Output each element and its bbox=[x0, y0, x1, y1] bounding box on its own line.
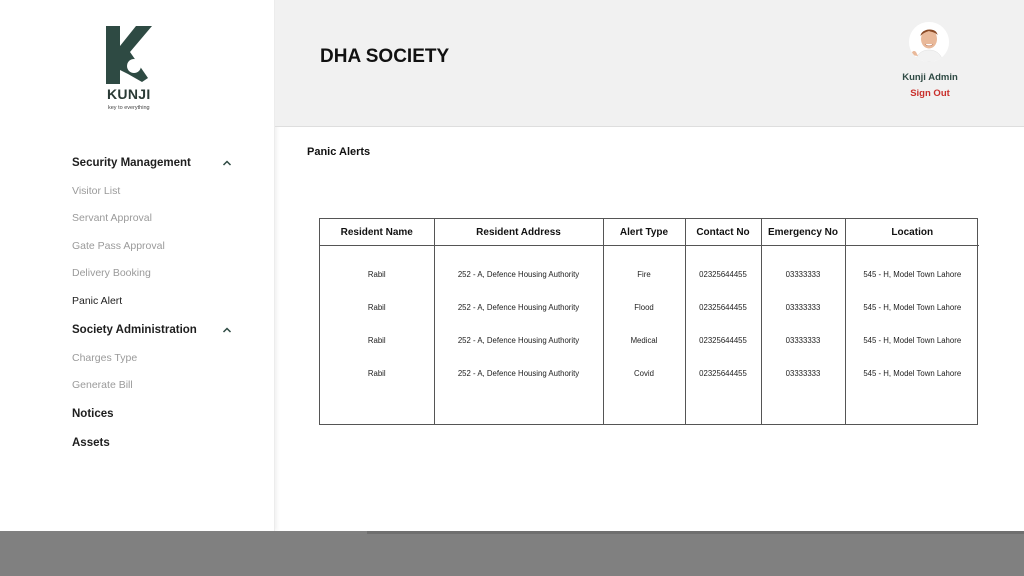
sidebar-item-gate-pass-approval[interactable]: Gate Pass Approval bbox=[72, 240, 165, 252]
sidebar-item-visitor-list[interactable]: Visitor List bbox=[72, 185, 121, 197]
cell-alert-type: Covid bbox=[603, 357, 685, 390]
sidebar-item-charges-type[interactable]: Charges Type bbox=[72, 352, 138, 364]
sidebar-section-label: Society Administration bbox=[72, 324, 197, 336]
cell-contact-no: 02325644455 bbox=[685, 246, 761, 292]
sidebar-item-generate-bill[interactable]: Generate Bill bbox=[72, 379, 133, 391]
cell-resident-address: 252 - A, Defence Housing Authority bbox=[434, 291, 603, 324]
empty-cell bbox=[603, 390, 685, 424]
cell-resident-address: 252 - A, Defence Housing Authority bbox=[434, 246, 603, 292]
cell-contact-no: 02325644455 bbox=[685, 324, 761, 357]
empty-cell bbox=[320, 390, 434, 424]
sidebar-item-delivery-booking[interactable]: Delivery Booking bbox=[72, 267, 151, 279]
column-header-contact-no[interactable]: Contact No bbox=[685, 219, 761, 246]
cell-contact-no: 02325644455 bbox=[685, 357, 761, 390]
cell-emergency-no: 03333333 bbox=[761, 291, 845, 324]
avatar[interactable] bbox=[909, 22, 949, 62]
table-header-row bbox=[320, 219, 979, 246]
bottom-bar-divider bbox=[367, 531, 1024, 534]
cell-contact-no: 02325644455 bbox=[685, 291, 761, 324]
cell-resident-address: 252 - A, Defence Housing Authority bbox=[434, 324, 603, 357]
cell-alert-type: Medical bbox=[603, 324, 685, 357]
cell-alert-type: Flood bbox=[603, 291, 685, 324]
table-row[interactable] bbox=[320, 291, 979, 324]
cell-location: 545 - H, Model Town Lahore bbox=[863, 369, 962, 378]
cell-resident-address: 252 - A, Defence Housing Authority bbox=[434, 357, 603, 390]
cell-alert-type: Fire bbox=[603, 246, 685, 292]
page-title: DHA SOCIETY bbox=[320, 46, 450, 67]
cell-resident-name: Rabil bbox=[320, 246, 434, 292]
cell-location: 545 - H, Model Town Lahore bbox=[863, 303, 962, 312]
table-row[interactable] bbox=[320, 246, 979, 292]
cell-emergency-no: 03333333 bbox=[761, 246, 845, 292]
chevron-up-icon bbox=[222, 325, 232, 335]
cell-emergency-no: 03333333 bbox=[761, 324, 845, 357]
cell-resident-name: Rabil bbox=[320, 324, 434, 357]
cell-resident-name: Rabil bbox=[320, 357, 434, 390]
column-header-emergency-no[interactable]: Emergency No bbox=[761, 219, 845, 246]
empty-cell bbox=[845, 390, 979, 424]
table-empty-row bbox=[320, 390, 979, 424]
sidebar-section-society-administration[interactable] bbox=[72, 324, 232, 336]
sidebar-item-panic-alert[interactable]: Panic Alert bbox=[72, 295, 123, 307]
sidebar-section-label: Notices bbox=[72, 408, 114, 420]
kunji-key-icon bbox=[104, 26, 154, 84]
empty-cell bbox=[761, 390, 845, 424]
column-header-resident-name[interactable]: Resident Name bbox=[320, 219, 434, 246]
brand-name: KUNJI bbox=[107, 86, 151, 102]
cell-emergency-no: 03333333 bbox=[761, 357, 845, 390]
cell-resident-name: Rabil bbox=[320, 291, 434, 324]
cell-location: 545 - H, Model Town Lahore bbox=[863, 270, 962, 279]
empty-cell bbox=[685, 390, 761, 424]
sidebar bbox=[0, 0, 275, 531]
sidebar-item-servant-approval[interactable]: Servant Approval bbox=[72, 212, 152, 224]
table-row[interactable] bbox=[320, 357, 979, 390]
top-header bbox=[275, 0, 1024, 127]
column-header-location[interactable]: Location bbox=[845, 219, 979, 246]
brand-logo[interactable] bbox=[96, 26, 166, 111]
brand-tagline: key to everything bbox=[108, 105, 150, 111]
table-row[interactable] bbox=[320, 324, 979, 357]
sidebar-section-security-management[interactable] bbox=[72, 157, 232, 169]
cell-location: 545 - H, Model Town Lahore bbox=[863, 336, 962, 345]
bottom-bar bbox=[0, 531, 1024, 576]
sidebar-section-notices[interactable] bbox=[72, 408, 232, 420]
sidebar-section-assets[interactable] bbox=[72, 437, 232, 449]
alerts-table bbox=[320, 219, 979, 424]
empty-cell bbox=[434, 390, 603, 424]
sign-out-link[interactable]: Sign Out bbox=[910, 88, 950, 99]
column-header-resident-address[interactable]: Resident Address bbox=[434, 219, 603, 246]
panic-alerts-table bbox=[319, 218, 978, 425]
section-title: Panic Alerts bbox=[307, 146, 371, 158]
user-avatar-icon bbox=[909, 22, 949, 62]
column-header-alert-type[interactable]: Alert Type bbox=[603, 219, 685, 246]
sidebar-section-label: Assets bbox=[72, 437, 110, 449]
user-name: Kunji Admin bbox=[902, 72, 958, 83]
sidebar-section-label: Security Management bbox=[72, 157, 191, 169]
chevron-up-icon bbox=[222, 158, 232, 168]
